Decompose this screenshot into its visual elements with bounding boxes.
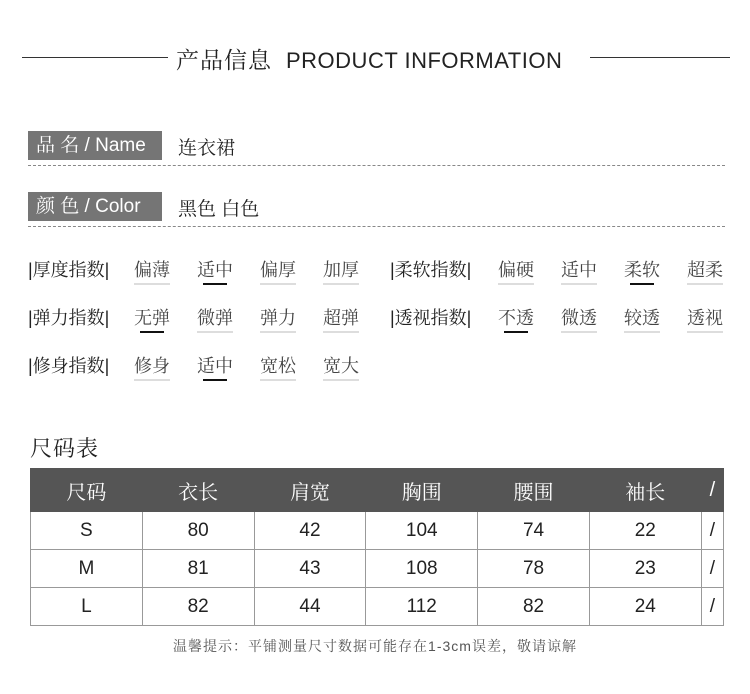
softness-option: 适中: [561, 256, 597, 282]
index-row-1: [28, 256, 728, 286]
header-divider-right: [590, 57, 730, 58]
thickness-index-label: |厚度指数|: [28, 260, 110, 280]
softness-option-selected: 柔软: [624, 256, 660, 282]
index-row-3: [28, 352, 728, 382]
table-row: [31, 550, 724, 588]
header-cell-extra: /: [701, 469, 723, 512]
thickness-option-selected: 适中: [197, 256, 233, 282]
table-cell: 24: [589, 588, 701, 626]
elasticity-index-label: |弹力指数|: [28, 308, 110, 328]
table-cell: /: [701, 512, 723, 550]
header-cell-shoulder: 肩宽: [254, 469, 366, 512]
table-cell: 82: [142, 588, 254, 626]
table-cell: S: [31, 512, 143, 550]
elasticity-option-selected: 无弹: [134, 304, 170, 330]
table-cell: 112: [366, 588, 478, 626]
info-row-color: [28, 192, 725, 224]
table-row: [31, 588, 724, 626]
elasticity-option: 超弹: [323, 304, 359, 330]
fit-option: 宽松: [260, 352, 296, 378]
section-title-en: PRODUCT INFORMATION: [286, 48, 563, 73]
table-cell: 78: [478, 550, 590, 588]
name-tag: 品 名 / Name: [28, 131, 162, 160]
thickness-option: 偏厚: [260, 256, 296, 282]
header-cell-sleeve: 袖长: [589, 469, 701, 512]
softness-option: 超柔: [687, 256, 723, 282]
size-table: [30, 468, 724, 626]
table-cell: /: [701, 550, 723, 588]
table-cell: 81: [142, 550, 254, 588]
table-cell: 22: [589, 512, 701, 550]
measurement-tip: 温馨提示：平铺测量尺寸数据可能存在1-3cm误差，敬请谅解: [173, 638, 577, 654]
table-cell: L: [31, 588, 143, 626]
table-cell: 82: [478, 588, 590, 626]
section-title: [176, 42, 562, 75]
index-row-2: [28, 304, 728, 334]
table-cell: 80: [142, 512, 254, 550]
section-title-cn: 产品信息: [176, 47, 272, 73]
table-cell: 23: [589, 550, 701, 588]
fit-index-label: |修身指数|: [28, 356, 110, 376]
thickness-option: 加厚: [323, 256, 359, 282]
size-table-header-row: [31, 469, 724, 512]
thickness-option: 偏薄: [134, 256, 170, 282]
color-tag: 颜 色 / Color: [28, 192, 162, 221]
elasticity-option: 微弹: [197, 304, 233, 330]
fit-option: 宽大: [323, 352, 359, 378]
table-row: [31, 512, 724, 550]
section-header: [0, 40, 750, 76]
color-value: 黑色 白色: [178, 199, 260, 220]
softness-option: 偏硬: [498, 256, 534, 282]
table-cell: 42: [254, 512, 366, 550]
header-cell-waist: 腰围: [478, 469, 590, 512]
header-cell-length: 衣长: [142, 469, 254, 512]
size-table-title: 尺码表: [30, 436, 100, 461]
name-value: 连衣裙: [178, 138, 236, 159]
dashed-divider: [28, 226, 725, 227]
table-cell: 104: [366, 512, 478, 550]
table-cell: 74: [478, 512, 590, 550]
table-cell: 43: [254, 550, 366, 588]
transparency-option: 透视: [687, 304, 723, 330]
info-row-name: [28, 131, 725, 163]
header-cell-bust: 胸围: [366, 469, 478, 512]
elasticity-option: 弹力: [260, 304, 296, 330]
transparency-option: 微透: [561, 304, 597, 330]
transparency-option: 较透: [624, 304, 660, 330]
table-cell: M: [31, 550, 143, 588]
fit-option: 修身: [134, 352, 170, 378]
table-cell: 44: [254, 588, 366, 626]
fit-option-selected: 适中: [197, 352, 233, 378]
header-divider-left: [22, 57, 168, 58]
dashed-divider: [28, 165, 725, 166]
transparency-index-label: |透视指数|: [390, 308, 472, 328]
table-cell: /: [701, 588, 723, 626]
transparency-option-selected: 不透: [498, 304, 534, 330]
softness-index-label: |柔软指数|: [390, 260, 472, 280]
header-cell-size: 尺码: [31, 469, 143, 512]
table-cell: 108: [366, 550, 478, 588]
